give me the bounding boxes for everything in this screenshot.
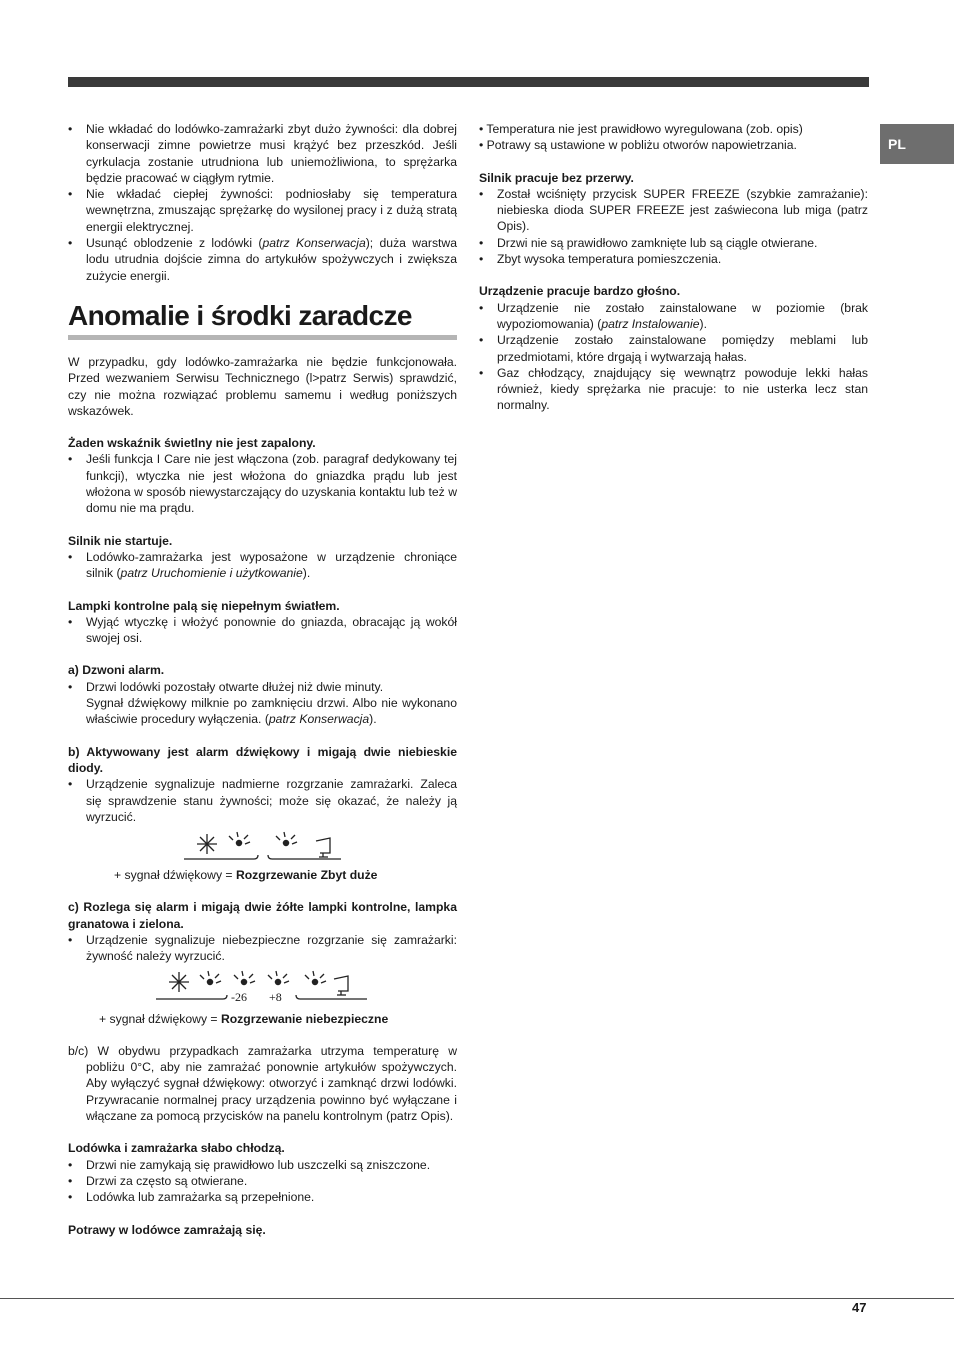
list-item: • Nie wkładać ciepłej żywności: podniosłaby się temperatura wewnętrzna, zmuszając sprężarkę do wysilonej pracy i z dużą stratą energii elektrycznej. (68, 186, 457, 235)
list-item: • Drzwi nie zamykają się prawidłowo lub uszczelki są zniszczone. (68, 1157, 457, 1173)
list-item: • Lodówka lub zamrażarka są przepełnione. (68, 1189, 457, 1205)
brace-line (156, 995, 227, 999)
indicator-icons (68, 829, 457, 867)
problem-heading: a) Dzwoni alarm. (68, 663, 165, 678)
figure-caption (68, 867, 457, 883)
cross-reference: patrz Instalowanie (601, 316, 700, 331)
indicator-figure-1 (68, 829, 457, 883)
problem-heading: Lampki kontrolne palą się niepełnym światłem. (68, 598, 340, 613)
problem-heading: Silnik pracuje bez przerwy. (479, 170, 634, 185)
problem-heading: b) Aktywowany jest alarm dźwiękowy i migają dwie niebieskie diody. (68, 744, 457, 775)
temperature-label: -26 (231, 989, 247, 1004)
led-icon (268, 971, 289, 985)
text: ). (369, 712, 377, 727)
text: ). (699, 316, 707, 331)
snowflake-icon (169, 972, 189, 992)
list-item: • Został wciśnięty przycisk SUPER FREEZE (szybkie zamrażanie): niebieska dioda SUPER FREEZE jest zaświecona lub miga (patrz Opis). (479, 186, 868, 235)
list-item (68, 235, 457, 284)
text: Usunąć oblodzenie z lodówki ( (86, 236, 263, 251)
caption-result: Rozgrzewanie Zbyt duże (235, 868, 378, 883)
led-icon (229, 832, 250, 846)
list-item: • Temperatura nie jest prawidłowo wyregulowana (zob. opis) (479, 122, 803, 136)
caption-result: Rozgrzewanie niebezpieczne (220, 1011, 389, 1026)
list-item: • Gaz chłodzący, znajdujący się wewnątrz powoduje lekki hałas również, kiedy sprężarka nie pracuje: to nie usterka lecz stan normalny. (479, 365, 868, 414)
led-icon (305, 971, 326, 985)
text: Sygnał dźwiękowy milknie po zamknięciu drzwi. Albo nie wykonano właściwie procedury wyłączenia. ( (86, 696, 457, 727)
footer-rule (0, 1298, 954, 1299)
list-item: • Drzwi nie są prawidłowo zamknięte lub są ciągle otwierane. (479, 235, 868, 251)
indicator-icons (68, 969, 457, 1007)
list-item: • Zbyt wysoka temperatura pomieszczenia. (479, 251, 868, 267)
list-item: • Potrawy są ustawione w pobliżu otworów napowietrzania. (479, 138, 797, 153)
list-item (68, 679, 457, 728)
note-paragraph: b/c) W obydwu przypadkach zamrażarka utrzyma temperaturę w pobliżu 0°C, aby nie zamrażać ponownie artykułów spożywczych. Aby wyłączyć sygnał dźwiękowy: otworzyć i zamknąć drzwi lodówki. Przywracanie normalnej pracy urządzenia powinno być wyłączane i włączane za pomocą przycisków na panelu kontrolnym (patrz Opis). (68, 1043, 457, 1124)
snowflake-icon (197, 834, 217, 854)
problem-heading: Silnik nie startuje. (68, 533, 173, 548)
text: Drzwi lodówki pozostały otwarte dłużej niż dwie minuty. (86, 679, 384, 694)
top-bullet-list (68, 121, 457, 284)
cross-reference: patrz Konserwacja (262, 236, 366, 251)
brace-line (268, 855, 341, 859)
led-icon (276, 832, 297, 846)
caption-text: + sygnał dźwiękowy = (99, 1011, 221, 1026)
language-tab: PL (880, 124, 954, 164)
list-item: • Urządzenie sygnalizuje nadmierne rozgrzanie zamrażarki. Zaleca się sprawdzenie stanu żywności; może się okazać, że należy ją wyrzucić. (68, 776, 457, 825)
right-column (479, 121, 868, 414)
alarm-icon (334, 976, 348, 995)
cross-reference: patrz Uruchomienie i użytkowanie (120, 566, 303, 581)
led-icon (234, 971, 255, 985)
text: Urządzenie nie zostało zainstalowane w poziomie (brak wypoziomowania) ( (497, 300, 868, 331)
list-item: • Jeśli funkcja I Care nie jest włączona (zob. paragraf dedykowany tej funkcji), wtyczka nie jest włożona do gniazdka prądu lub jest włożona w sposób niewystarczający do uzyskania kontaktu lub też w domu nie ma prądu. (68, 451, 457, 516)
problem-heading: Urządzenie pracuje bardzo głośno. (479, 284, 681, 299)
temperature-label: +8 (269, 989, 282, 1004)
cross-reference: patrz Konserwacja (268, 712, 370, 727)
text: ). (302, 566, 311, 581)
text: ); duża warstwa lodu utrudnia dojście zimna do artykułów spożywczych i zwiększa zużycie energii. (86, 236, 458, 283)
brace-line (184, 855, 258, 859)
left-column (68, 121, 457, 1238)
list-item: • Drzwi za często są otwierane. (68, 1173, 457, 1189)
section-title: Anomalie i środki zaradcze (68, 300, 457, 340)
alarm-icon (316, 838, 330, 857)
problem-heading: Lodówka i zamrażarka słabo chłodzą. (68, 1141, 285, 1156)
problem-heading: Potrawy w lodówce zamrażają się. (68, 1222, 266, 1237)
list-item (68, 549, 457, 582)
problem-heading: c) Rozlega się alarm i migają dwie żółte lampki kontrolne, lampka granatowa i zielona. (68, 900, 457, 931)
indicator-figure-2 (68, 969, 457, 1027)
problem-heading: Żaden wskaźnik świetlny nie jest zapalony. (68, 436, 316, 451)
intro-paragraph: W przypadku, gdy lodówko-zamrażarka nie będzie funkcjonowała. Przed wezwaniem Serwisu Technicznego (l>patrz Serwis) sprawdzić, czy nie można rozwiązać problemu samemu i według poniższych wskazówek. (68, 354, 457, 418)
caption-text: + sygnał dźwiękowy = (114, 868, 236, 883)
list-item: • Wyjąć wtyczkę i włożyć ponownie do gniazda, obracając ją wokół swojej osi. (68, 614, 457, 647)
header-bar (68, 77, 869, 87)
brace-line (296, 995, 367, 999)
text: Lodówko-zamrażarka jest wyposażone w urządzenie chroniące silnik ( (86, 549, 457, 581)
led-icon (200, 971, 221, 985)
list-item: • Nie wkładać do lodówko-zamrażarki zbyt dużo żywności: dla dobrej konserwacji zimne powietrze musi krążyć bez przeszkód. Jeśli cyrkulacja zostanie utrudniona lub uniemożliwiona, to sprężarka będzie pracować w ciągłym rytmie. (68, 121, 457, 186)
list-item: • Urządzenie sygnalizuje niebezpieczne rozgrzanie się zamrażarki: żywność należy wyrzucić. (68, 932, 457, 965)
list-item: • Urządzenie zostało zainstalowane pomiędzy meblami lub przedmiotami, które drgają i wytwarzają hałas. (479, 332, 868, 365)
page-number: 47 (852, 1300, 867, 1315)
list-item (479, 300, 868, 333)
figure-caption (68, 1011, 457, 1027)
